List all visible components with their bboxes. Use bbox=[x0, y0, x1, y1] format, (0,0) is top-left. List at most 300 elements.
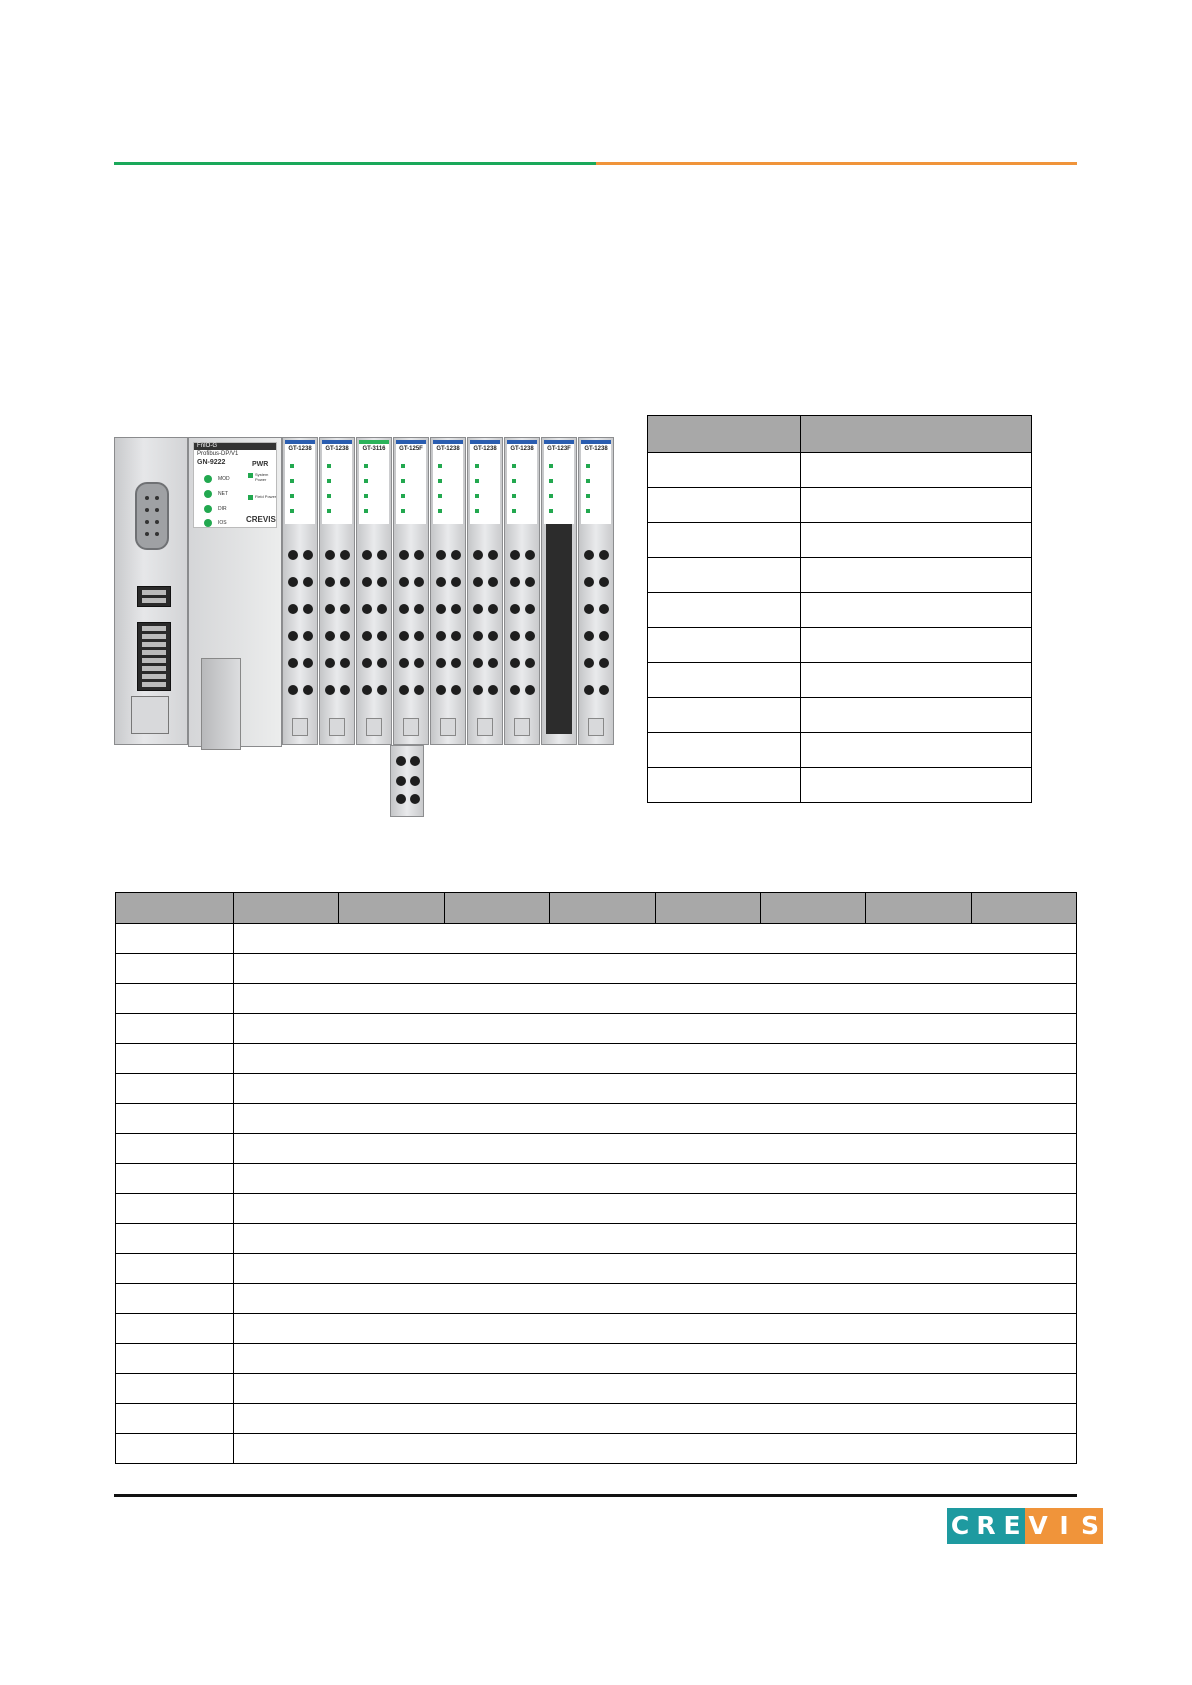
terminal-hole bbox=[362, 550, 372, 560]
terminal-hole bbox=[525, 685, 535, 695]
terminal-hole bbox=[325, 685, 335, 695]
terminal-hole bbox=[584, 658, 594, 668]
terminal-hole bbox=[451, 604, 461, 614]
terminal-hole bbox=[584, 604, 594, 614]
footer-rule bbox=[114, 1494, 1077, 1497]
small-spec-table bbox=[647, 415, 1032, 803]
small-table-cell bbox=[648, 768, 801, 803]
terminal-hole bbox=[399, 604, 409, 614]
terminal-hole bbox=[414, 685, 424, 695]
small-table-row bbox=[648, 523, 1032, 558]
slice-label bbox=[359, 440, 389, 524]
gateway-brand: CREVIS bbox=[246, 515, 276, 524]
terminal-hole bbox=[451, 658, 461, 668]
led-dir-icon bbox=[204, 505, 212, 513]
slice-label bbox=[507, 440, 537, 524]
terminal-hole bbox=[414, 550, 424, 560]
release-tab bbox=[292, 718, 308, 736]
large-table-value-cell bbox=[234, 1314, 1077, 1344]
large-table-header-cell bbox=[234, 893, 339, 924]
slice-model-name: GT-1238 bbox=[436, 446, 460, 452]
slice-model-name: GT-125F bbox=[399, 446, 423, 452]
channel-led-icon bbox=[586, 479, 590, 483]
logo-letter: C bbox=[947, 1508, 973, 1544]
small-table-cell bbox=[801, 488, 1032, 523]
large-table-value-cell bbox=[234, 1104, 1077, 1134]
crevis-logo bbox=[947, 1508, 1103, 1544]
channel-led-icon bbox=[401, 509, 405, 513]
terminal-hole bbox=[399, 685, 409, 695]
large-table-value-cell bbox=[234, 1434, 1077, 1464]
terminal-hole bbox=[436, 658, 446, 668]
terminal-hole bbox=[525, 577, 535, 587]
large-table-value-cell bbox=[234, 1164, 1077, 1194]
channel-led-icon bbox=[438, 464, 442, 468]
release-tab bbox=[329, 718, 345, 736]
terminal-hole bbox=[473, 604, 483, 614]
large-table-value-cell bbox=[234, 1044, 1077, 1074]
channel-led-icon bbox=[364, 509, 368, 513]
release-tab bbox=[403, 718, 419, 736]
io-slice bbox=[393, 437, 429, 745]
small-table-cell bbox=[801, 698, 1032, 733]
system-power-led-icon bbox=[248, 473, 253, 478]
slice-model-name: GT-1238 bbox=[473, 446, 497, 452]
slice-label bbox=[581, 440, 611, 524]
terminal-hole bbox=[488, 604, 498, 614]
terminal-hole bbox=[288, 604, 298, 614]
large-table-row bbox=[116, 1044, 1077, 1074]
large-spec-table bbox=[115, 892, 1077, 1464]
terminal-hole bbox=[488, 658, 498, 668]
channel-led-icon bbox=[364, 464, 368, 468]
dip-switch-address bbox=[137, 622, 171, 691]
slice-model-name: GT-1238 bbox=[510, 446, 534, 452]
small-table-row bbox=[648, 663, 1032, 698]
large-table-header-row bbox=[116, 893, 1077, 924]
terminal-hole bbox=[303, 658, 313, 668]
large-table-header-cell bbox=[339, 893, 444, 924]
large-table-value-cell bbox=[234, 1134, 1077, 1164]
channel-led-icon bbox=[438, 479, 442, 483]
large-table-value-cell bbox=[234, 924, 1077, 954]
small-table-cell bbox=[648, 628, 801, 663]
led-label: MOD bbox=[218, 476, 230, 482]
channel-led-icon bbox=[475, 494, 479, 498]
small-table-cell bbox=[801, 453, 1032, 488]
io-slice bbox=[430, 437, 466, 745]
slice-model-name: GT-1238 bbox=[288, 446, 312, 452]
io-slice bbox=[578, 437, 614, 745]
gateway-front bbox=[188, 437, 282, 747]
channel-led-icon bbox=[512, 509, 516, 513]
channel-led-icon bbox=[327, 509, 331, 513]
channel-led-icon bbox=[512, 479, 516, 483]
slice-label bbox=[433, 440, 463, 524]
small-table-cell bbox=[648, 733, 801, 768]
large-table-row bbox=[116, 1404, 1077, 1434]
large-table-header-cell bbox=[116, 893, 234, 924]
system-power-label: System Power bbox=[255, 472, 269, 482]
large-table-value-cell bbox=[234, 1014, 1077, 1044]
channel-led-icon bbox=[438, 494, 442, 498]
terminal-hole bbox=[451, 577, 461, 587]
terminal-hole bbox=[303, 631, 313, 641]
slice-label bbox=[285, 440, 315, 524]
terminal-hole bbox=[584, 685, 594, 695]
terminal-hole bbox=[584, 550, 594, 560]
slice-model-name: GT-1238 bbox=[325, 446, 349, 452]
channel-led-icon bbox=[586, 509, 590, 513]
large-table-value-cell bbox=[234, 1374, 1077, 1404]
terminal-hole bbox=[362, 631, 372, 641]
large-table-row bbox=[116, 1224, 1077, 1254]
terminal-hole bbox=[377, 631, 387, 641]
terminal-hole bbox=[525, 604, 535, 614]
large-table-value-cell bbox=[234, 1344, 1077, 1374]
small-table-row bbox=[648, 558, 1032, 593]
terminal-hole bbox=[399, 658, 409, 668]
small-table-cell bbox=[648, 523, 801, 558]
terminal-hole bbox=[473, 577, 483, 587]
small-table-row bbox=[648, 698, 1032, 733]
gateway-header: FnIO-G bbox=[194, 443, 276, 450]
logo-letter: S bbox=[1077, 1508, 1103, 1544]
large-table-label-cell bbox=[116, 1254, 234, 1284]
large-table-value-cell bbox=[234, 984, 1077, 1014]
large-table-label-cell bbox=[116, 1134, 234, 1164]
gateway-model: GN-9222 bbox=[197, 459, 226, 466]
terminal-hole bbox=[340, 577, 350, 587]
terminal-hole bbox=[488, 631, 498, 641]
large-table-value-cell bbox=[234, 1224, 1077, 1254]
terminal-hole bbox=[451, 631, 461, 641]
slice-label bbox=[544, 440, 574, 524]
terminal-hole bbox=[288, 577, 298, 587]
channel-led-icon bbox=[586, 494, 590, 498]
terminal-hole bbox=[510, 550, 520, 560]
terminal-hole bbox=[488, 685, 498, 695]
terminal-hole bbox=[436, 604, 446, 614]
terminal-hole bbox=[377, 577, 387, 587]
large-table-label-cell bbox=[116, 1224, 234, 1254]
terminal-hole bbox=[599, 685, 609, 695]
large-table-row bbox=[116, 984, 1077, 1014]
channel-led-icon bbox=[290, 464, 294, 468]
large-table-row bbox=[116, 1284, 1077, 1314]
terminal-hole bbox=[362, 577, 372, 587]
led-net-icon bbox=[204, 490, 212, 498]
header-rule-orange bbox=[596, 162, 1077, 165]
large-table-row bbox=[116, 1134, 1077, 1164]
large-table-label-cell bbox=[116, 1104, 234, 1134]
large-table-row bbox=[116, 1164, 1077, 1194]
channel-led-icon bbox=[327, 479, 331, 483]
logo-letter: I bbox=[1051, 1508, 1077, 1544]
led-label: IOS bbox=[218, 520, 227, 526]
channel-led-icon bbox=[512, 494, 516, 498]
small-table-cell bbox=[648, 453, 801, 488]
large-table-header-cell bbox=[655, 893, 760, 924]
terminal-hole bbox=[599, 631, 609, 641]
header-rule-green bbox=[114, 162, 596, 165]
terminal-hole bbox=[399, 550, 409, 560]
large-table-label-cell bbox=[116, 1194, 234, 1224]
channel-led-icon bbox=[401, 494, 405, 498]
terminal-hole bbox=[340, 604, 350, 614]
large-table-header-cell bbox=[971, 893, 1076, 924]
terminal-hole bbox=[288, 685, 298, 695]
terminal-hole bbox=[377, 550, 387, 560]
terminal-hole bbox=[510, 658, 520, 668]
terminal-hole bbox=[436, 631, 446, 641]
db9-connector bbox=[135, 482, 169, 550]
terminal-hole bbox=[325, 550, 335, 560]
large-table-label-cell bbox=[116, 1344, 234, 1374]
channel-led-icon bbox=[438, 509, 442, 513]
large-table-label-cell bbox=[116, 924, 234, 954]
field-power-label: Field Power bbox=[255, 494, 277, 499]
small-table-header-row bbox=[648, 416, 1032, 453]
large-table-value-cell bbox=[234, 1194, 1077, 1224]
terminal-hole bbox=[436, 550, 446, 560]
terminal-hole bbox=[325, 577, 335, 587]
large-table-header-cell bbox=[866, 893, 971, 924]
large-table-label-cell bbox=[116, 1014, 234, 1044]
large-table-label-cell bbox=[116, 1164, 234, 1194]
small-table-cell bbox=[801, 733, 1032, 768]
terminal-hole bbox=[488, 550, 498, 560]
large-table-value-cell bbox=[234, 1254, 1077, 1284]
small-table-row bbox=[648, 453, 1032, 488]
terminal-hole bbox=[436, 577, 446, 587]
terminal-hole bbox=[325, 658, 335, 668]
large-table-row bbox=[116, 1194, 1077, 1224]
terminal-hole bbox=[414, 631, 424, 641]
channel-led-icon bbox=[586, 464, 590, 468]
led-label: DIR bbox=[218, 506, 227, 512]
terminal-hole bbox=[488, 577, 498, 587]
large-table-row bbox=[116, 1104, 1077, 1134]
io-slice bbox=[356, 437, 392, 745]
channel-led-icon bbox=[290, 479, 294, 483]
terminal-hole bbox=[399, 631, 409, 641]
terminal-hole bbox=[303, 604, 313, 614]
terminal-hole bbox=[340, 631, 350, 641]
channel-led-icon bbox=[475, 464, 479, 468]
large-table-label-cell bbox=[116, 1074, 234, 1104]
large-table-row bbox=[116, 1344, 1077, 1374]
terminal-hole bbox=[510, 685, 520, 695]
channel-led-icon bbox=[549, 464, 553, 468]
small-table-cell bbox=[648, 663, 801, 698]
channel-led-icon bbox=[475, 479, 479, 483]
slice-model-name: GT-3116 bbox=[362, 446, 386, 452]
terminal-hole bbox=[451, 685, 461, 695]
slice-model-name: GT-123F bbox=[547, 446, 571, 452]
terminal-hole bbox=[377, 685, 387, 695]
terminal-hole bbox=[288, 658, 298, 668]
slice-label bbox=[396, 440, 426, 524]
terminal-hole bbox=[525, 658, 535, 668]
large-table-row bbox=[116, 1074, 1077, 1104]
release-tab bbox=[477, 718, 493, 736]
terminal-hole bbox=[377, 658, 387, 668]
terminal-hole bbox=[303, 577, 313, 587]
small-table-cell bbox=[801, 663, 1032, 698]
terminal-hole bbox=[414, 577, 424, 587]
large-table-label-cell bbox=[116, 1404, 234, 1434]
large-table-label-cell bbox=[116, 1314, 234, 1344]
terminal-hole bbox=[584, 631, 594, 641]
channel-led-icon bbox=[401, 479, 405, 483]
gateway-protocol: Profibus-DP/V1 bbox=[197, 451, 239, 457]
small-table-cell bbox=[648, 558, 801, 593]
terminal-hole bbox=[510, 604, 520, 614]
terminal-hole bbox=[473, 658, 483, 668]
terminal-hole bbox=[377, 604, 387, 614]
terminal-hole bbox=[303, 685, 313, 695]
small-table-cell bbox=[801, 558, 1032, 593]
small-table-cell bbox=[648, 698, 801, 733]
terminal-hole bbox=[325, 631, 335, 641]
large-table-row bbox=[116, 1014, 1077, 1044]
terminal-hole bbox=[340, 550, 350, 560]
terminal-hole bbox=[362, 604, 372, 614]
small-table-cell bbox=[648, 488, 801, 523]
gateway-label bbox=[193, 442, 277, 528]
terminal-hole bbox=[303, 550, 313, 560]
release-tab bbox=[514, 718, 530, 736]
large-table-value-cell bbox=[234, 1284, 1077, 1314]
logo-letter: V bbox=[1025, 1508, 1051, 1544]
terminal-hole bbox=[584, 577, 594, 587]
large-table-label-cell bbox=[116, 1434, 234, 1464]
large-table-header-cell bbox=[550, 893, 655, 924]
terminal-hole bbox=[599, 550, 609, 560]
small-table-row bbox=[648, 628, 1032, 663]
io-slice bbox=[467, 437, 503, 745]
small-table-cell bbox=[801, 593, 1032, 628]
large-table-row bbox=[116, 1314, 1077, 1344]
large-table-label-cell bbox=[116, 1044, 234, 1074]
dip-switch-small bbox=[137, 586, 171, 607]
terminal-hole bbox=[451, 550, 461, 560]
terminal-hole bbox=[325, 604, 335, 614]
channel-led-icon bbox=[475, 509, 479, 513]
io-slice bbox=[319, 437, 355, 745]
large-table-label-cell bbox=[116, 1374, 234, 1404]
large-table-row bbox=[116, 1254, 1077, 1284]
channel-led-icon bbox=[364, 494, 368, 498]
led-label: NET bbox=[218, 491, 228, 497]
terminal-hole bbox=[510, 577, 520, 587]
gateway-side-panel bbox=[114, 437, 188, 745]
large-table-row bbox=[116, 954, 1077, 984]
terminal-hole bbox=[599, 604, 609, 614]
logo-letter: R bbox=[973, 1508, 999, 1544]
large-table-value-cell bbox=[234, 954, 1077, 984]
terminal-hole bbox=[340, 685, 350, 695]
channel-led-icon bbox=[512, 464, 516, 468]
terminal-hole bbox=[525, 631, 535, 641]
large-table-row bbox=[116, 924, 1077, 954]
release-tab bbox=[588, 718, 604, 736]
terminal-hole bbox=[414, 604, 424, 614]
large-table-label-cell bbox=[116, 984, 234, 1014]
channel-led-icon bbox=[290, 494, 294, 498]
led-ios-icon bbox=[204, 519, 212, 527]
terminal-hole bbox=[288, 550, 298, 560]
channel-led-icon bbox=[549, 479, 553, 483]
slice-label bbox=[470, 440, 500, 524]
channel-led-icon bbox=[401, 464, 405, 468]
slice-model-name: GT-1238 bbox=[584, 446, 608, 452]
small-table-cell bbox=[801, 523, 1032, 558]
io-slice bbox=[541, 437, 577, 745]
extended-terminal bbox=[390, 745, 424, 817]
large-table-label-cell bbox=[116, 1284, 234, 1314]
channel-led-icon bbox=[290, 509, 294, 513]
release-tab bbox=[440, 718, 456, 736]
small-table-cell bbox=[801, 628, 1032, 663]
large-table-row bbox=[116, 1374, 1077, 1404]
terminal-hole bbox=[436, 685, 446, 695]
terminal-hole bbox=[399, 577, 409, 587]
field-power-led-icon bbox=[248, 495, 253, 500]
small-table-row bbox=[648, 488, 1032, 523]
channel-led-icon bbox=[327, 464, 331, 468]
terminal-hole bbox=[414, 658, 424, 668]
led-mod-icon bbox=[204, 475, 212, 483]
terminal-hole bbox=[473, 550, 483, 560]
channel-led-icon bbox=[364, 479, 368, 483]
large-table-row bbox=[116, 1434, 1077, 1464]
slice-label bbox=[322, 440, 352, 524]
io-system-illustration bbox=[114, 437, 616, 825]
channel-led-icon bbox=[327, 494, 331, 498]
small-table-header-cell bbox=[648, 416, 801, 453]
small-table-header-cell bbox=[801, 416, 1032, 453]
terminal-hole bbox=[510, 631, 520, 641]
large-table-header-cell bbox=[760, 893, 865, 924]
io-slice bbox=[504, 437, 540, 745]
terminal-hole bbox=[599, 577, 609, 587]
power-title: PWR bbox=[252, 461, 269, 468]
terminal-hole bbox=[473, 685, 483, 695]
terminal-hole bbox=[599, 658, 609, 668]
terminal-hole bbox=[362, 658, 372, 668]
small-table-cell bbox=[648, 593, 801, 628]
terminal-hole bbox=[288, 631, 298, 641]
ribbon-connector bbox=[546, 524, 572, 734]
terminal-hole bbox=[340, 658, 350, 668]
service-port bbox=[131, 696, 169, 734]
channel-led-icon bbox=[549, 494, 553, 498]
release-tab bbox=[366, 718, 382, 736]
small-table-row bbox=[648, 593, 1032, 628]
large-table-value-cell bbox=[234, 1404, 1077, 1434]
small-table-cell bbox=[801, 768, 1032, 803]
logo-letter: E bbox=[999, 1508, 1025, 1544]
terminal-hole bbox=[473, 631, 483, 641]
channel-led-icon bbox=[549, 509, 553, 513]
gateway-release-handle bbox=[201, 658, 241, 750]
terminal-hole bbox=[525, 550, 535, 560]
io-slice bbox=[282, 437, 318, 745]
small-table-row bbox=[648, 768, 1032, 803]
large-table-label-cell bbox=[116, 954, 234, 984]
